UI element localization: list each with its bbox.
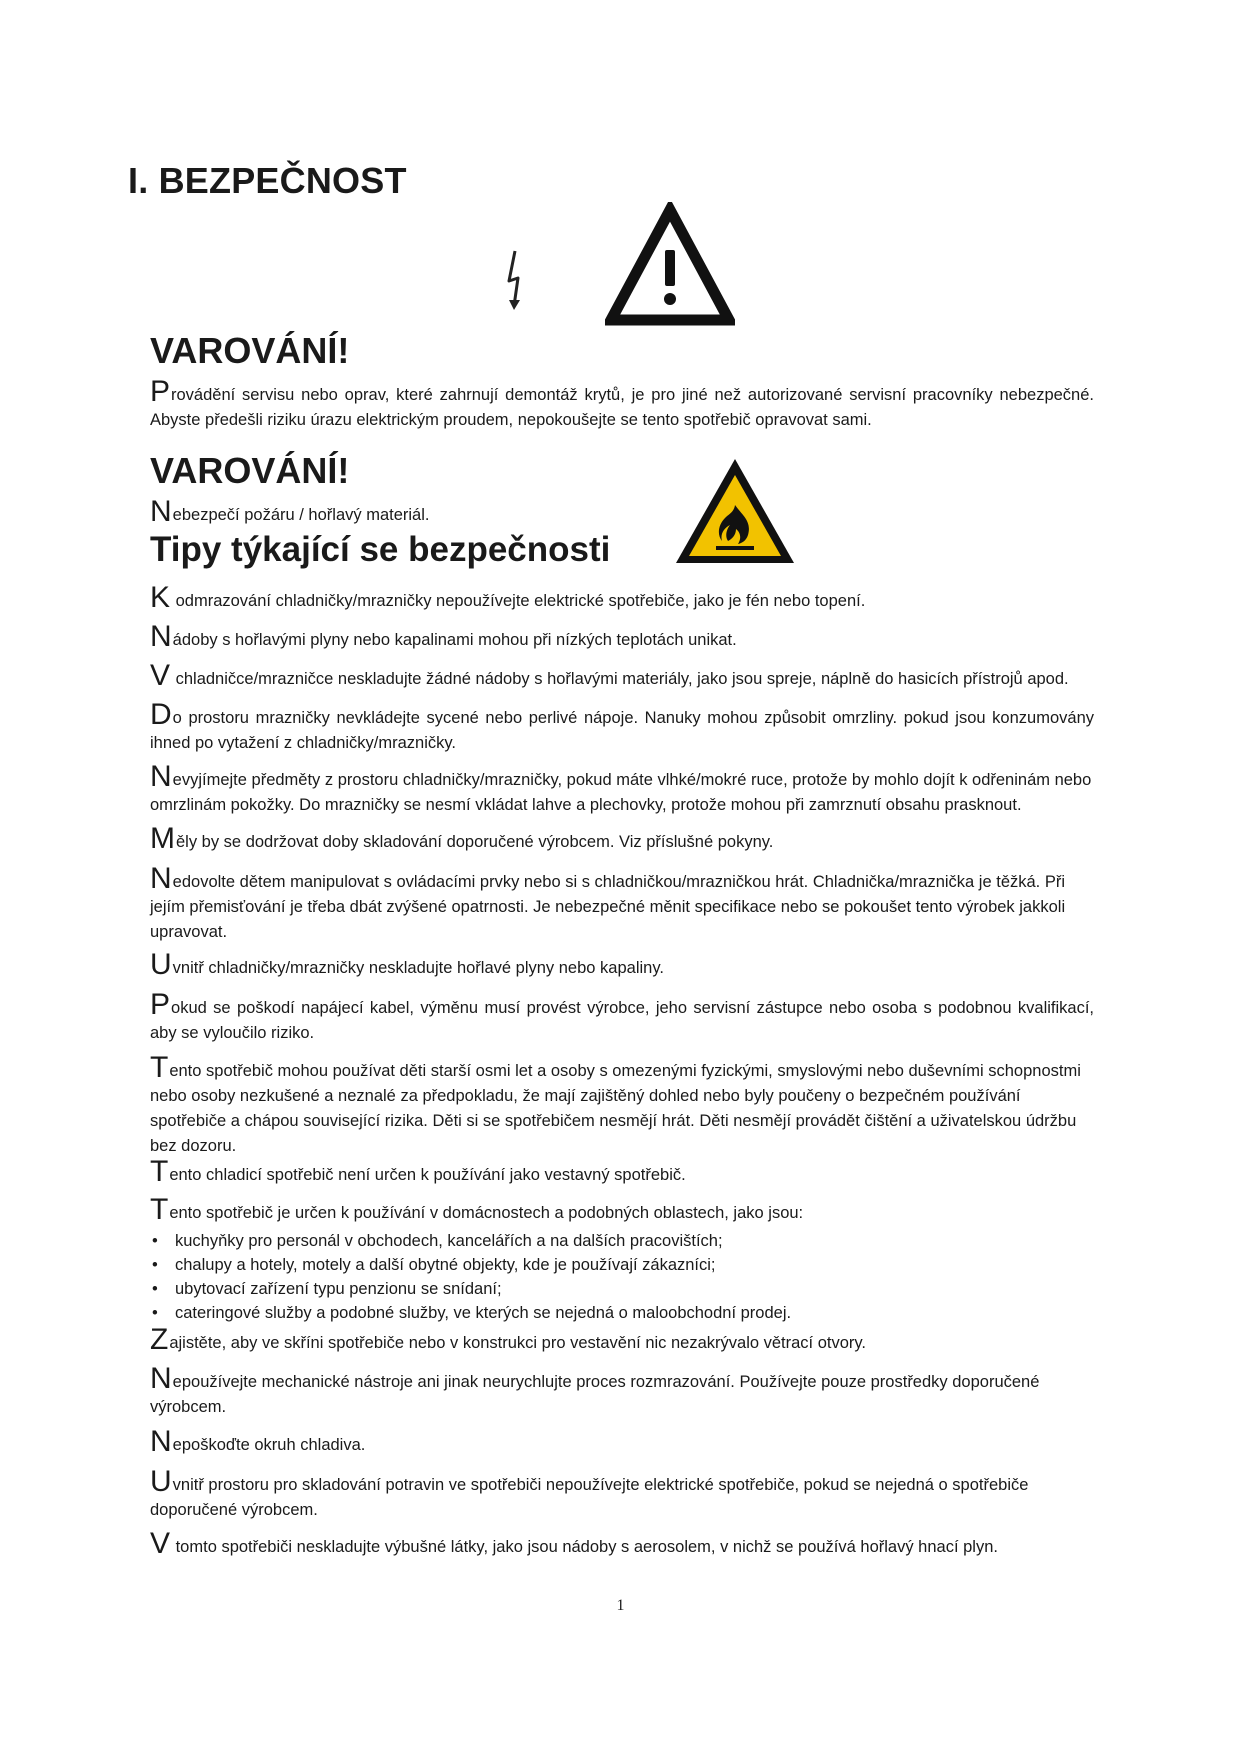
tip-1: K odmrazování chladničky/mrazničky nepoužívejte elektrické spotřebiče, jako je fén nebo topení. xyxy=(150,581,866,614)
tip-2: Nádoby s hořlavými plyny nebo kapalinami mohou při nízkých teplotách unikat. xyxy=(150,620,737,653)
tip-5: Nevyjímejte předměty z prostoru chladničky/mrazničky, pokud máte vlhké/mokré ruce, protože by mohlo dojít k odřeninám nebo omrzlinám pokožky. Do mrazničky se nesmí vkládat lahve a plechovky, protože mohou při zamrznutí obsahu prasknout. xyxy=(150,760,1092,814)
tip-7: Nedovolte dětem manipulovat s ovládacími prvky nebo si s chladničkou/mrazničkou hrát. Chladnička/mraznička je těžká. Při jejím přemisťování je třeba dbát zvýšené opatrnosti. Je nebezpečné měnit specifikace nebo se pokoušet tento výrobek jakkoli upravovat. xyxy=(150,862,1066,941)
list-item: • cateringové služby a podobné služby, ve kterých se nejedná o maloobchodní prodej. xyxy=(150,1301,1094,1325)
tip-10: Tento spotřebič mohou používat děti starší osmi let a osoby s omezenými fyzickými, smyslovými nebo duševními schopnostmi nebo osoby nezkušené a neznalé za předpokladu, že mají zajištěný dohled nebo byly poučeny o bezpečném používání spotřebiče a chápou související rizika. Děti si se spotřebičem nesmějí hrát. Děti nesmějí provádět čištění a uživatelskou údržbu bez dozoru. xyxy=(150,1051,1081,1155)
flammable-warning-icon xyxy=(672,455,798,567)
usage-list xyxy=(150,1229,1094,1325)
tip-6: Měly by se dodržovat doby skladování doporučené výrobcem. Viz příslušné pokyny. xyxy=(150,822,774,855)
list-item: • chalupy a hotely, motely a další obytné objekty, kde je používají zákazníci; xyxy=(150,1253,1094,1277)
warning-triangle-icon xyxy=(605,202,735,327)
tip-9: Pokud se poškodí napájecí kabel, výměnu musí provést výrobce, jeho servisní zástupce nebo osoba s podobnou kvalifikací, aby se vyloučilo riziko. xyxy=(150,988,1094,1042)
tip-3: V chladničce/mrazničce neskladujte žádné nádoby s hořlavými materiály, jako jsou spreje, náplně do hasicích přístrojů apod. xyxy=(150,659,1069,692)
list-item: • kuchyňky pro personál v obchodech, kancelářích a na dalších pracovištích; xyxy=(150,1229,1094,1253)
warning-heading-1: VAROVÁNÍ! xyxy=(150,330,350,371)
tip-8: Uvnitř chladničky/mrazničky neskladujte hořlavé plyny nebo kapaliny. xyxy=(150,948,664,981)
warning-heading-2: VAROVÁNÍ! xyxy=(150,450,350,491)
tips-heading: Tipy týkající se bezpečnosti xyxy=(150,530,611,569)
tip-4: Do prostoru mrazničky nevkládejte sycené nebo perlivé nápoje. Nanuky mohou způsobit omrzliny. pokud jsou konzumovány ihned po vytažení z chladničky/mrazničky. xyxy=(150,698,1094,752)
tip-13: Zajistěte, aby ve skříni spotřebiče nebo v konstrukci pro vestavění nic nezakrývalo větrací otvory. xyxy=(150,1323,867,1356)
tip-11: Tento chladicí spotřebič není určen k používání jako vestavný spotřebič. xyxy=(150,1155,686,1188)
tip-12: Tento spotřebič je určen k používání v domácnostech a podobných oblastech, jako jsou: xyxy=(150,1193,804,1226)
page-number: 1 xyxy=(616,1597,625,1614)
section-title: I. BEZPEČNOST xyxy=(128,160,407,201)
warning-text-2: Nebezpečí požáru / hořlavý materiál. xyxy=(150,495,430,528)
tip-17: V tomto spotřebiči neskladujte výbušné látky, jako jsou nádoby s aerosolem, v nichž se používá hořlavý hnací plyn. xyxy=(150,1527,998,1560)
warning-text-1: Provádění servisu nebo oprav, které zahrnují demontáž krytů, je pro jiné než autorizované servisní pracovníky nebezpečné. Abyste předešli riziku úrazu elektrickým proudem, nepokoušejte se tento spotřebič opravovat sami. xyxy=(150,375,1094,429)
tip-15: Nepoškoďte okruh chladiva. xyxy=(150,1425,366,1458)
electric-shock-icon xyxy=(505,248,531,314)
list-item: • ubytovací zařízení typu penzionu se snídaní; xyxy=(150,1277,1094,1301)
tip-16: Uvnitř prostoru pro skladování potravin ve spotřebiči nepoužívejte elektrické spotřebiče, pokud se nejedná o spotřebiče doporučené výrobcem. xyxy=(150,1465,1029,1519)
tip-14: Nepoužívejte mechanické nástroje ani jinak neurychlujte proces rozmrazování. Používejte pouze prostředky doporučené výrobcem. xyxy=(150,1362,1040,1416)
